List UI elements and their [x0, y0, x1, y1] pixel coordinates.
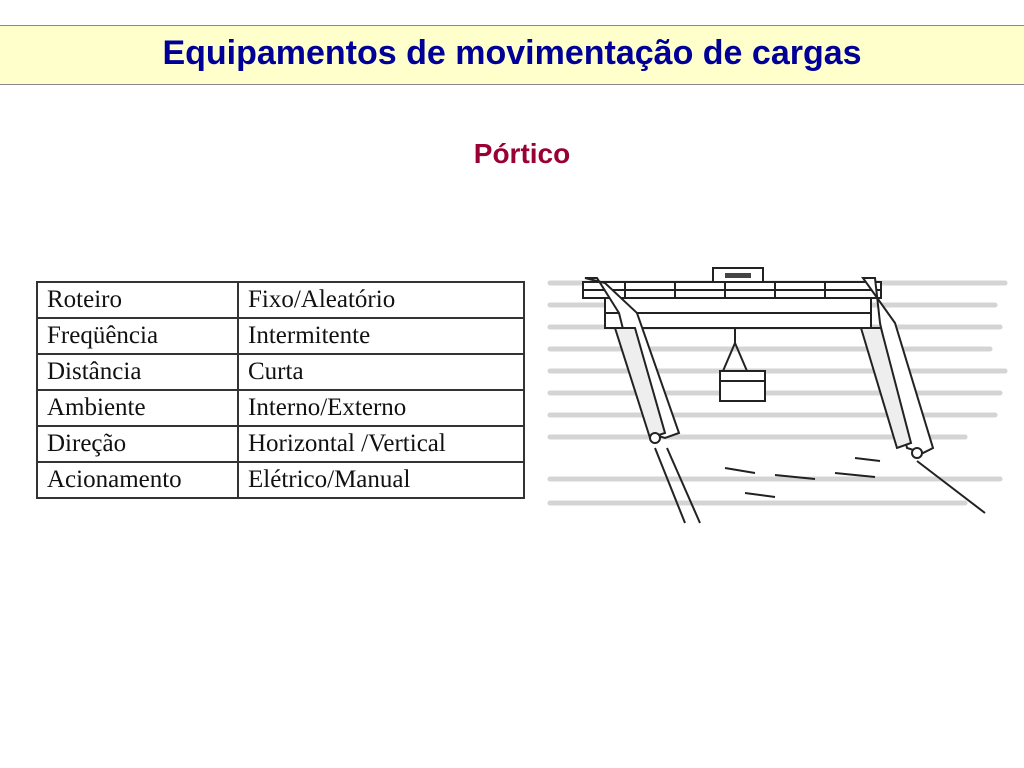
table-row — [37, 390, 524, 426]
property-label: Acionamento — [37, 462, 238, 498]
property-label: Freqüência — [37, 318, 238, 354]
table-row — [37, 426, 524, 462]
property-value: Elétrico/Manual — [238, 462, 524, 498]
property-value: Interno/Externo — [238, 390, 524, 426]
property-value: Horizontal /Vertical — [238, 426, 524, 462]
gantry-crane — [583, 268, 933, 458]
table-row — [37, 318, 524, 354]
section-subtitle: Pórtico — [473, 138, 571, 169]
suspended-load — [720, 371, 765, 401]
table-row — [37, 354, 524, 390]
page-title: Equipamentos de movimentação de cargas — [162, 34, 862, 72]
table-row — [37, 462, 524, 498]
property-value: Intermitente — [238, 318, 524, 354]
table-row — [37, 282, 524, 318]
property-label: Ambiente — [37, 390, 238, 426]
ground-rails — [655, 448, 985, 523]
properties-table — [36, 281, 525, 499]
title-bar — [0, 25, 1024, 85]
property-value: Curta — [238, 354, 524, 390]
gantry-crane-illustration — [545, 243, 1015, 528]
property-label: Roteiro — [37, 282, 238, 318]
property-label: Direção — [37, 426, 238, 462]
property-label: Distância — [37, 354, 238, 390]
property-value: Fixo/Aleatório — [238, 282, 524, 318]
